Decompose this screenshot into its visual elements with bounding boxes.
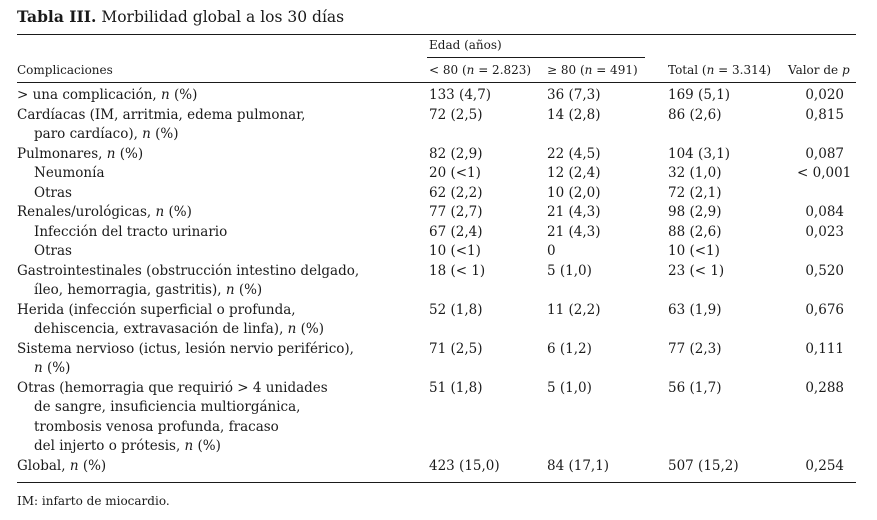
col-header-p-value: Valor de p <box>788 63 850 77</box>
row-label: Cardíacas (IM, arritmia, edema pulmonar, <box>17 106 306 123</box>
col-header-total: Total (n = 3.314) <box>668 63 772 77</box>
cell-lt80: 62 (2,2) <box>429 184 483 201</box>
table-caption: Morbilidad global a los 30 días <box>101 8 345 26</box>
cell-ge80: 22 (4,5) <box>547 145 601 162</box>
table-row <box>17 302 856 322</box>
cell-ge80: 12 (2,4) <box>547 165 601 181</box>
cell-lt80: 51 (1,8) <box>429 379 483 396</box>
cell-p-value: 0,288 <box>805 379 844 396</box>
row-label: Pulmonares, n (%) <box>17 145 144 162</box>
table-row <box>17 438 856 458</box>
row-label: n (%) <box>34 360 71 376</box>
cell-total: 63 (1,9) <box>668 301 722 318</box>
row-label: paro cardíaco), n (%) <box>34 126 179 142</box>
cell-ge80: 5 (1,0) <box>547 379 592 396</box>
cell-total: 10 (<1) <box>668 243 720 259</box>
cell-total: 104 (3,1) <box>668 145 731 162</box>
table-row <box>17 146 856 166</box>
table-label: Tabla III. <box>17 7 97 26</box>
row-label: Otras <box>34 243 72 259</box>
row-label: Herida (infección superficial o profunda, <box>17 301 296 318</box>
cell-ge80: 84 (17,1) <box>547 457 610 474</box>
cell-ge80: 14 (2,8) <box>547 106 601 123</box>
row-label: > una complicación, n (%) <box>17 87 198 103</box>
row-label: trombosis venosa profunda, fracaso <box>34 418 279 435</box>
table-row <box>17 341 856 361</box>
cell-ge80: 21 (4,3) <box>547 204 601 220</box>
row-label: Otras <box>34 184 72 201</box>
cell-p-value: 0,023 <box>805 223 844 240</box>
cell-ge80: 36 (7,3) <box>547 87 601 103</box>
cell-lt80: 77 (2,7) <box>429 204 483 220</box>
cell-total: 88 (2,6) <box>668 223 722 240</box>
row-label: del injerto o prótesis, n (%) <box>34 438 221 454</box>
cell-lt80: 20 (<1) <box>429 165 481 181</box>
cell-lt80: 52 (1,8) <box>429 301 483 318</box>
table-title <box>17 7 344 26</box>
cell-p-value: 0,676 <box>805 301 844 318</box>
group-rule <box>427 57 645 58</box>
table-row <box>17 204 856 224</box>
table-row <box>17 165 856 185</box>
cell-total: 56 (1,7) <box>668 379 722 396</box>
cell-p-value: 0,520 <box>805 262 844 279</box>
table-row <box>17 126 856 146</box>
cell-total: 77 (2,3) <box>668 340 722 357</box>
cell-total: 72 (2,1) <box>668 184 722 201</box>
table-row <box>17 360 856 380</box>
cell-lt80: 133 (4,7) <box>429 87 492 103</box>
row-label: Gastrointestinales (obstrucción intestino delgado, <box>17 262 360 279</box>
table-row <box>17 243 856 263</box>
cell-lt80: 423 (15,0) <box>429 457 500 474</box>
footnote: IM: infarto de miocardio. <box>17 494 170 508</box>
row-label: dehiscencia, extravasación de linfa), n (%) <box>34 321 325 337</box>
age-group-header: Edad (años) <box>429 38 502 52</box>
row-label: Sistema nervioso (ictus, lesión nervio periférico), <box>17 340 354 357</box>
row-label: Infección del tracto urinario <box>34 223 228 240</box>
cell-p-value: 0,020 <box>805 87 844 103</box>
cell-ge80: 21 (4,3) <box>547 223 601 240</box>
table-row <box>17 224 856 244</box>
table-row <box>17 185 856 205</box>
table-row <box>17 107 856 127</box>
cell-lt80: 67 (2,4) <box>429 223 483 240</box>
table-row <box>17 399 856 419</box>
cell-total: 98 (2,9) <box>668 204 722 220</box>
cell-lt80: 10 (<1) <box>429 243 481 259</box>
cell-p-value: 0,087 <box>805 145 844 162</box>
cell-p-value: 0,254 <box>805 457 844 474</box>
cell-total: 86 (2,6) <box>668 106 722 123</box>
header-rule <box>17 82 856 83</box>
col-header-lt80: < 80 (n = 2.823) <box>429 63 532 77</box>
table-row <box>17 87 856 107</box>
cell-total: 507 (15,2) <box>668 457 739 474</box>
cell-lt80: 72 (2,5) <box>429 106 483 123</box>
cell-ge80: 5 (1,0) <box>547 262 592 279</box>
table-row <box>17 282 856 302</box>
bottom-rule <box>17 482 856 483</box>
row-label: Renales/urológicas, n (%) <box>17 204 192 220</box>
cell-lt80: 82 (2,9) <box>429 145 483 162</box>
row-label: Neumonía <box>34 165 105 181</box>
cell-p-value: 0,815 <box>805 106 844 123</box>
cell-p-value: 0,084 <box>805 204 844 220</box>
cell-p-value: 0,111 <box>805 340 844 357</box>
top-rule <box>17 34 856 35</box>
cell-total: 169 (5,1) <box>668 87 731 103</box>
row-label: Otras (hemorragia que requirió > 4 unidades <box>17 379 328 396</box>
col-header-complications: Complicaciones <box>17 63 113 77</box>
cell-ge80: 11 (2,2) <box>547 301 601 318</box>
table-row <box>17 380 856 400</box>
table-row <box>17 419 856 439</box>
col-header-ge80: ≥ 80 (n = 491) <box>547 63 638 77</box>
cell-ge80: 10 (2,0) <box>547 184 601 201</box>
row-label: íleo, hemorragia, gastritis), n (%) <box>34 282 263 298</box>
table-row <box>17 458 856 478</box>
cell-ge80: 0 <box>547 243 556 259</box>
cell-lt80: 18 (< 1) <box>429 262 486 279</box>
cell-lt80: 71 (2,5) <box>429 340 483 357</box>
table-row <box>17 321 856 341</box>
cell-ge80: 6 (1,2) <box>547 340 592 357</box>
cell-total: 32 (1,0) <box>668 165 722 181</box>
row-label: Global, n (%) <box>17 457 107 474</box>
row-label: de sangre, insuficiencia multiorgánica, <box>34 399 301 415</box>
table-row <box>17 263 856 283</box>
cell-total: 23 (< 1) <box>668 262 725 279</box>
cell-p-value: < 0,001 <box>797 165 852 181</box>
